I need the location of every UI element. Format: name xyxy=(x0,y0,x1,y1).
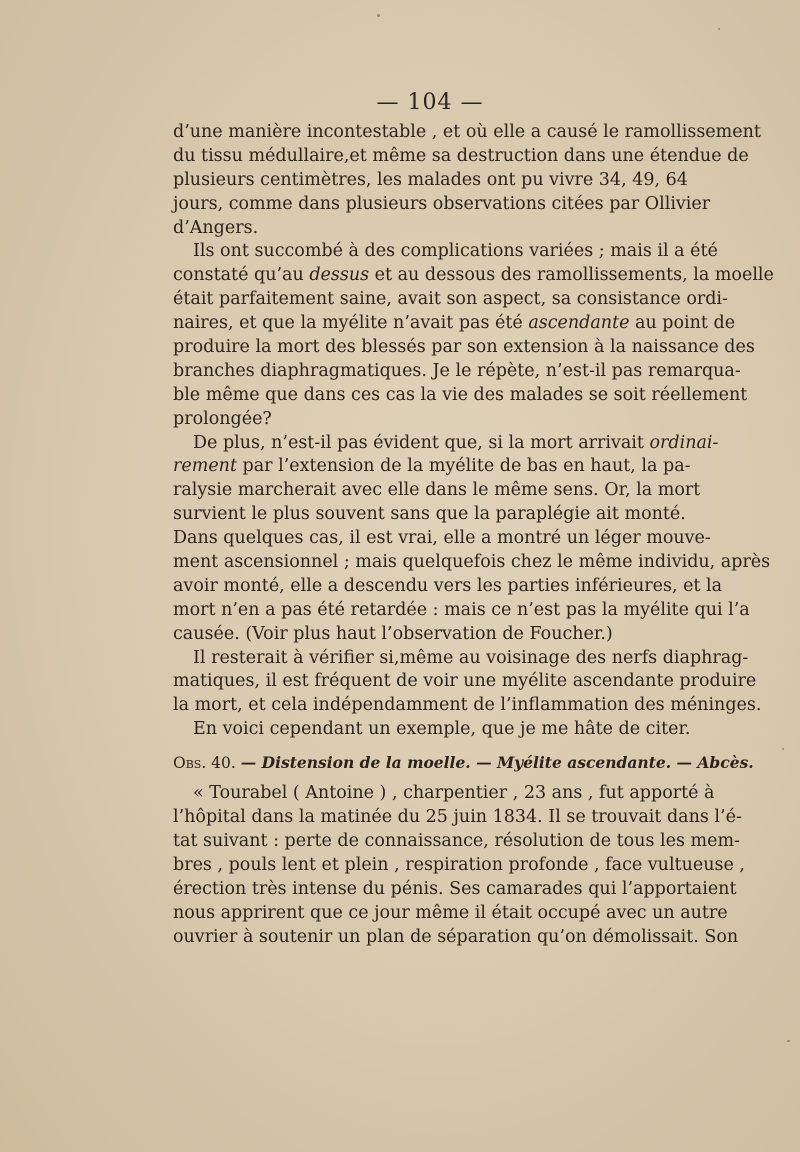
text-line: était parfaitement saine, avait son aspect, sa consistance ordi- xyxy=(173,289,728,310)
italic-word: rement xyxy=(173,456,237,477)
text-line: causée. (Voir plus haut l’observation de Foucher.) xyxy=(173,623,613,644)
text-line: plusieurs centimètres, les malades ont pu vivre 34, 49, 64 xyxy=(173,169,688,190)
text-line: l’hôpital dans la matinée du 25 juin 1834. Il se trouvait dans l’é- xyxy=(173,807,742,828)
text-span: constaté qu’au xyxy=(173,265,310,286)
observation-label: Obs. 40. xyxy=(173,754,236,773)
paper-speck xyxy=(782,748,784,750)
text-line: ralysie marcherait avec elle dans le même sens. Or, la mort xyxy=(173,480,701,501)
text-line: prolongée? xyxy=(173,408,272,429)
text-span: et au dessous des ramollissements, la moelle xyxy=(369,265,774,286)
text-line xyxy=(173,432,719,456)
text-span: naires, et que la myélite n’avait pas été xyxy=(173,313,529,334)
italic-word: dessus xyxy=(309,265,370,286)
text-line: En voici cependant un exemple, que je me hâte de citer. xyxy=(193,719,691,740)
italic-word: ascendante xyxy=(528,313,630,334)
text-line: jours, comme dans plusieurs observations citées par Ollivier xyxy=(173,193,711,214)
italic-word: ordinai- xyxy=(649,432,719,453)
text-line xyxy=(173,264,774,288)
text-line: d’une manière incontestable , et où elle a causé le ramollissement xyxy=(173,122,761,142)
text-span: De plus, n’est-il pas évident que, si la mort arrivait xyxy=(193,432,650,453)
text-line: Dans quelques cas, il est vrai, elle a montré un léger mouve- xyxy=(173,528,711,549)
observation-title: — Distension de la moelle. — Myélite ascendante. — Abcès. xyxy=(240,753,754,773)
text-line xyxy=(173,455,691,479)
text-line: « Tourabel ( Antoine ) , charpentier , 23 ans , fut apporté à xyxy=(193,783,715,804)
text-line: survient le plus souvent sans que la paraplégie ait monté. xyxy=(173,504,686,525)
text-line: ouvrier à soutenir un plan de séparation qu’on démolissait. Son xyxy=(173,926,739,947)
text-line: la mort, et cela indépendamment de l’inflammation des méninges. xyxy=(173,695,762,716)
text-line: ment ascensionnel ; mais quelquefois chez le même individu, après xyxy=(173,552,771,573)
text-line: érection très intense du pénis. Ses camarades qui l’apportaient xyxy=(173,878,737,899)
body-text xyxy=(173,121,774,949)
text-line: bres , pouls lent et plein , respiration profonde , face vultueuse , xyxy=(173,854,745,875)
text-line: branches diaphragmatiques. Je le répète, n’est-il pas remarqua- xyxy=(173,360,741,381)
page-number: — 104 — xyxy=(376,90,484,115)
text-line: matiques, il est fréquent de voir une myélite ascendante produire xyxy=(173,671,757,692)
text-line: avoir monté, elle a descendu vers les parties inférieures, et la xyxy=(173,575,723,596)
paper-speck xyxy=(787,1040,790,1042)
observation-heading xyxy=(173,744,754,782)
text-line: Il resterait à vérifier si,même au voisinage des nerfs diaphrag- xyxy=(193,647,749,668)
text-line: mort n’en a pas été retardée : mais ce n’est pas la myélite qui l’a xyxy=(173,599,750,620)
text-line: produire la mort des blessés par son extension à la naissance des xyxy=(173,337,755,358)
text-line: tat suivant : perte de connaissance, résolution de tous les mem- xyxy=(173,830,740,851)
text-line xyxy=(173,312,736,336)
paper-speck xyxy=(718,28,720,30)
text-span: au point de xyxy=(629,313,736,334)
text-line: ble même que dans ces cas la vie des malades se soit réellement xyxy=(173,384,748,405)
paper-speck xyxy=(377,14,380,17)
text-line: nous apprirent que ce jour même il était occupé avec un autre xyxy=(173,902,728,923)
text-line: du tissu médullaire,et même sa destruction dans une étendue de xyxy=(173,145,749,166)
text-line: Ils ont succombé à des complications variées ; mais il a été xyxy=(193,241,718,262)
text-line: d’Angers. xyxy=(173,217,259,238)
text-span: par l’extension de la myélite de bas en haut, la pa- xyxy=(236,456,691,477)
